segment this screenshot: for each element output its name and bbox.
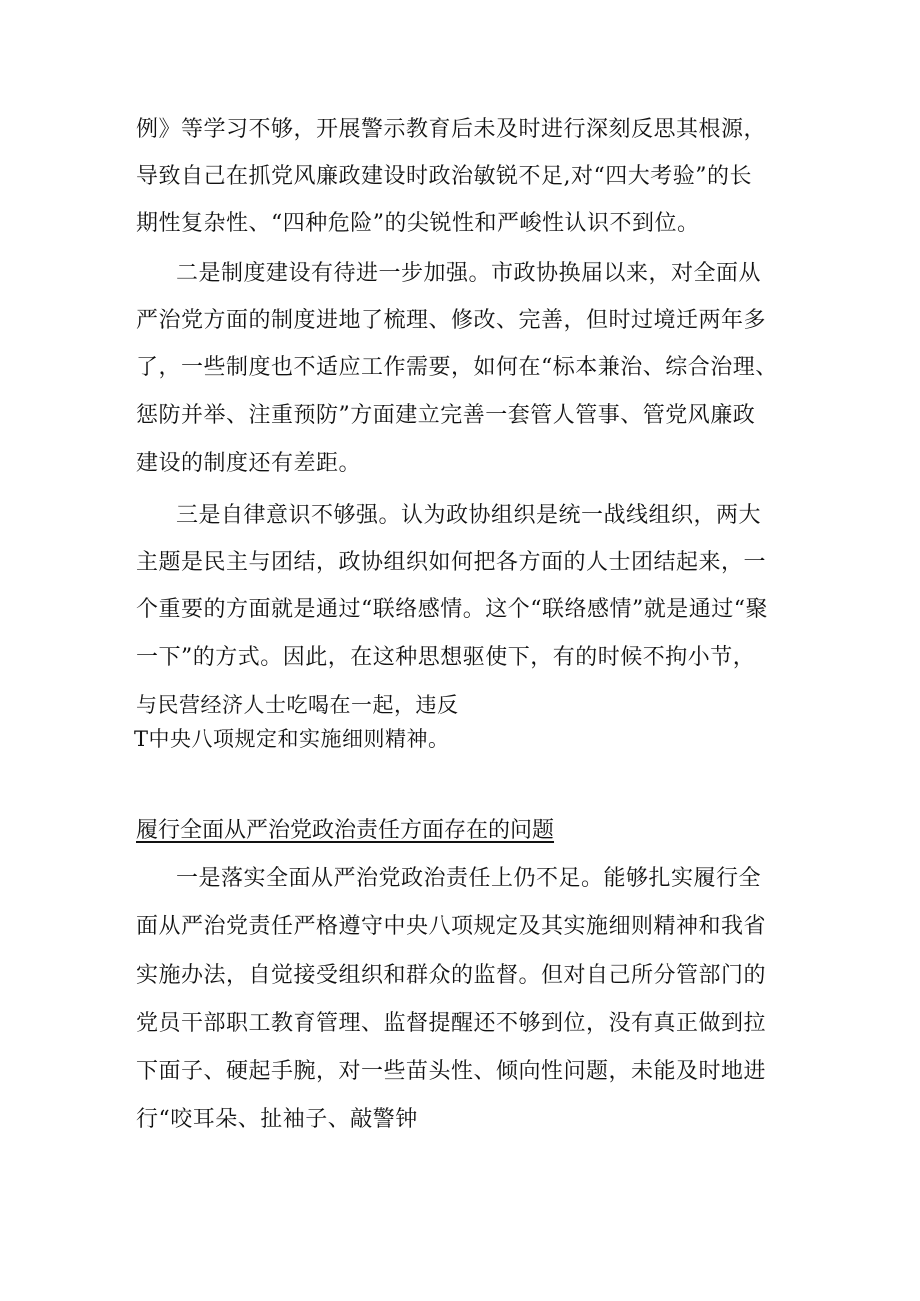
text-line: 三是自律意识不够强。认为政协组织是统一战线组织，两大	[176, 503, 762, 528]
text-line: 实施办法，自觉接受组织和群众的监督。但对自己所分管部门的	[136, 963, 767, 988]
text-line: 二是制度建设有待进一步加强。市政协换届以来，对全面从	[176, 261, 762, 286]
text-line: 下面子、硬起手腕，对一些苗头性、倾向性问题，未能及时地进	[136, 1059, 767, 1084]
text-line: 例》等学习不够，开展警示教育后未及时进行深刻反思其根源，	[136, 117, 767, 142]
text-line: T中央八项规定和实施细则精神。	[134, 727, 450, 751]
text-line: 期性复杂性、“四种危险”的尖锐性和严峻性认识不到位。	[136, 211, 700, 236]
text-line: 了，一些制度也不适应工作需要，如何在“标本兼治、综合治理、	[136, 355, 778, 380]
text-line: 建设的制度还有差距。	[136, 451, 362, 476]
text-line: 一下”的方式。因此，在这种思想驱使下，有的时候不拘小节，	[136, 645, 756, 670]
text-line: 惩防并举、注重预防”方面建立完善一套管人管事、管党风廉政	[136, 403, 756, 428]
text-line: 导致自己在抓党风廉政建设时政治敏锐不足,对“四大考验”的长	[136, 164, 752, 189]
text-line: 党员干部职工教育管理、监督提醒还不够到位，没有真正做到拉	[136, 1011, 767, 1036]
section-heading: 履行全面从严治党政治责任方面存在的问题	[136, 818, 555, 843]
text-line: 主题是民主与团结，政协组织如何把各方面的人士团结起来，一	[136, 550, 767, 575]
text-line: 严治党方面的制度进地了梳理、修改、完善，但时过境迁两年多	[136, 308, 767, 333]
text-line: 一是落实全面从严治党政治责任上仍不足。能够扎实履行全	[176, 866, 762, 891]
text-line: 行“咬耳朵、扯袖子、敲警钟	[136, 1107, 418, 1132]
text-line: 与民营经济人士吃喝在一起，违反	[136, 693, 459, 717]
text-line: 个重要的方面就是通过“联络感情。这个“联络感情”就是通过“聚	[136, 597, 768, 622]
text-line: 面从严治党责任严格遵守中央八项规定及其实施细则精神和我省	[136, 914, 767, 939]
